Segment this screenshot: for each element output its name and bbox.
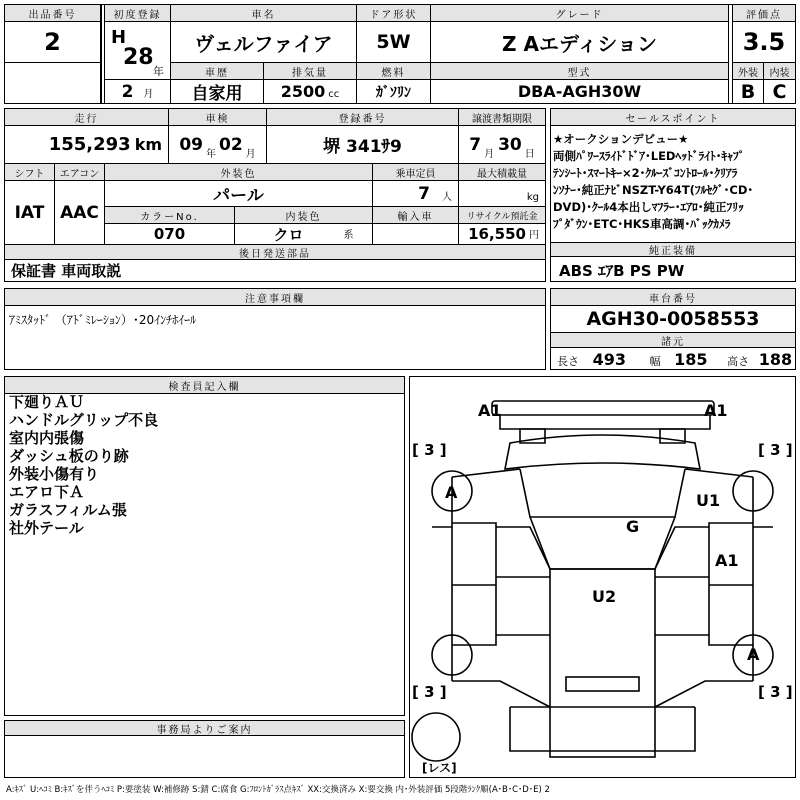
sales-point-line: ★オークションデビュー★ <box>553 132 689 146</box>
sales-point-label: セールスポイント <box>551 109 795 126</box>
legend: A:ｷｽﾞ U:ﾍｺﾐ B:ｷｽﾞを伴うﾍｺﾐ P:要塗装 W:補修跡 S:錆 C:腐食 G:ﾌﾛﾝﾄｶﾞﾗｽ点ｷｽﾞ XX:交換済み X:要交換 内･外装評価 5段階ﾗﾝｸ順(A･B･C･D･E) 2 <box>6 785 550 795</box>
ext-label: 外装 <box>733 63 764 80</box>
grade: Z Aエディション <box>431 22 729 63</box>
mileage-unit: km <box>134 135 162 154</box>
insp-month: 02 <box>219 134 243 155</box>
sales-point-box <box>550 108 796 282</box>
transfer-month: 7 <box>469 134 482 155</box>
color: パール <box>105 181 373 207</box>
inspector-notes <box>9 393 158 537</box>
load-cell <box>459 181 545 207</box>
import-cell <box>373 224 459 245</box>
mark-front-left: A1 <box>478 401 502 420</box>
notes-label: 注意事項欄 <box>5 289 545 306</box>
color-no: 070 <box>105 224 235 245</box>
transfer-day: 30 <box>498 134 522 155</box>
first-reg-label: 初度登録 <box>105 5 171 22</box>
door-label: ドア形状 <box>357 5 431 22</box>
int-color-cell <box>235 224 373 245</box>
ac: AAC <box>55 181 105 245</box>
sales-point-line: 両側ﾊﾟﾜｰｽﾗｲﾄﾞﾄﾞｱ･LEDﾍｯﾄﾞﾗｲﾄ･ｷｬﾌﾟ <box>553 149 745 163</box>
bracket-top-left: [ 3 ] <box>412 441 447 459</box>
chassis-number: AGH30-0058553 <box>551 306 795 333</box>
width-label: 幅 <box>649 355 661 368</box>
history-label: 車歴 <box>171 63 264 80</box>
ac-label: エアコン <box>55 164 105 181</box>
capacity-unit: 人 <box>442 192 452 203</box>
capacity-label: 乗車定員 <box>373 164 459 181</box>
transfer-day-unit: 日 <box>524 149 535 160</box>
height-label: 高さ <box>727 355 750 368</box>
lot-number: 2 <box>5 22 101 63</box>
color-label: 外装色 <box>105 164 373 181</box>
month: 2 <box>121 81 134 102</box>
reg-number: 堺 341ｻ9 <box>267 126 459 164</box>
chassis-label: 車台番号 <box>551 289 795 306</box>
inspector-note-line: 下廻りＡＵ <box>9 393 85 411</box>
options: ABS ｴｱB PS PW <box>559 262 685 280</box>
later-parts: 保証書 車両取説 <box>11 262 122 280</box>
inspector-label: 検査員記入欄 <box>5 377 404 394</box>
mark-front-right: A1 <box>704 401 728 420</box>
load-label: 最大積載量 <box>459 164 545 181</box>
first-reg-month <box>105 80 171 103</box>
recycle-label: リサイクル預託金 <box>459 207 545 224</box>
mark-wheel-fl: A <box>445 483 458 502</box>
inspector-note-line: ダッシュ板のり跡 <box>9 447 129 465</box>
bracket-top-right: [ 3 ] <box>758 441 793 459</box>
transfer-cell <box>459 126 545 164</box>
score-label: 評価点 <box>733 5 795 22</box>
mileage-label: 走行 <box>5 109 169 126</box>
displacement-cell <box>264 80 357 103</box>
sales-point-line: ﾌﾟﾀﾞｳﾝ･ETC･HKS車高調･ﾊﾞｯｸｶﾒﾗ <box>553 217 731 231</box>
year-unit: 年 <box>153 65 164 78</box>
fuel-label: 燃料 <box>357 63 431 80</box>
width: 185 <box>674 350 708 369</box>
notes-text: ｱﾐｽﾀｯﾄﾞ （ｱﾄﾞﾐﾚｰｼｮﾝ）･20ｲﾝﾁﾎｲｰﾙ <box>9 313 197 327</box>
int-color: クロ <box>273 225 304 244</box>
door: 5W <box>357 22 431 63</box>
sales-point-line: ﾝｿﾅｰ･純正ﾅﾋﾞNSZT-Y64T(ﾌﾙｾｸﾞ･CD･ <box>553 183 754 197</box>
mark-u1: U1 <box>696 491 721 510</box>
import-label: 輸入車 <box>373 207 459 224</box>
header-table <box>4 4 796 104</box>
model: DBA-AGH30W <box>431 80 729 103</box>
era: H <box>111 27 127 48</box>
inspector-note-line: 外装小傷有り <box>9 465 100 483</box>
month-unit: 月 <box>143 89 154 100</box>
lot-blank <box>5 63 101 103</box>
recycle-unit: 円 <box>529 230 539 241</box>
model-label: 型式 <box>431 63 729 80</box>
car-diagram <box>409 376 796 778</box>
transfer-label: 譲渡書類期限 <box>459 109 545 126</box>
insp-year: 09 <box>179 134 203 155</box>
color-no-label: カラーNo. <box>105 207 235 224</box>
displacement: 2500 <box>280 82 326 101</box>
options-label: 純正装備 <box>551 242 795 257</box>
transfer-month-unit: 月 <box>484 149 495 160</box>
height: 188 <box>758 350 793 369</box>
mark-u2: U2 <box>592 587 617 606</box>
length: 493 <box>592 350 626 369</box>
mileage-cell <box>5 126 169 164</box>
inspector-note-line: ハンドルグリップ不良 <box>9 411 159 429</box>
office-label: 事務局よりご案内 <box>5 721 404 736</box>
capacity: 7 <box>418 183 430 204</box>
insp-month-unit: 月 <box>245 149 256 160</box>
load-unit: kg <box>526 192 539 203</box>
grade-label: グレード <box>431 5 729 22</box>
mark-a1-side: A1 <box>715 551 739 570</box>
displacement-label: 排気量 <box>264 63 357 80</box>
score: 3.5 <box>733 22 795 63</box>
reg-label: 登録番号 <box>267 109 459 126</box>
inspector-note-line: 社外テール <box>9 519 84 537</box>
bracket-bottom-left: [ 3 ] <box>412 683 447 701</box>
mileage: 155,293 <box>48 134 131 155</box>
details-table <box>4 108 546 282</box>
capacity-cell <box>373 181 459 207</box>
history: 自家用 <box>171 80 264 103</box>
year: 28 <box>123 45 154 70</box>
chassis-box <box>550 288 796 370</box>
ext-grade: B <box>733 80 764 103</box>
fuel: ｶﾞｿﾘﾝ <box>357 80 431 103</box>
mark-wheel-rr: A <box>747 645 760 664</box>
int-label: 内装 <box>764 63 795 80</box>
car-outline <box>410 377 795 777</box>
inspector-box <box>4 376 405 716</box>
later-parts-label: 後日発送部品 <box>5 245 545 260</box>
insp-year-unit: 年 <box>206 149 216 160</box>
inspection-cell <box>169 126 267 164</box>
car-name: ヴェルファイア <box>171 22 357 63</box>
office-box <box>4 720 405 778</box>
length-label: 長さ <box>557 355 579 368</box>
inspector-note-line: 室内内張傷 <box>9 429 85 447</box>
shift: IAT <box>5 181 55 245</box>
dimensions-label: 諸元 <box>551 333 795 348</box>
sales-point-text <box>553 131 795 233</box>
displacement-unit: cc <box>328 89 340 100</box>
dimensions-row <box>557 350 792 369</box>
sales-point-line: DVD)･ｸｰﾙ4本出しﾏﾌﾗｰ･ｴｱﾛ･純正ﾌﾘｯ <box>553 200 744 214</box>
sales-point-line: ﾃﾝｼｰﾄ･ｽﾏｰﾄｷｰ×2･ｸﾙｰｽﾞｺﾝﾄﾛｰﾙ･ｸﾘｱﾗ <box>553 166 738 180</box>
int-color-unit: 系 <box>343 230 354 241</box>
inspector-note-line: エアロ下Ａ <box>9 483 85 501</box>
inspector-note-line: ガラスフィルム張 <box>9 501 127 519</box>
notes-box <box>4 288 546 370</box>
int-grade: C <box>772 80 787 103</box>
shift-label: シフト <box>5 164 55 181</box>
int-color-label: 内装色 <box>235 207 373 224</box>
inspection-label: 車検 <box>169 109 267 126</box>
bracket-bottom-right: [ 3 ] <box>758 683 793 701</box>
mark-g: G <box>626 517 640 536</box>
recycle: 16,550 <box>468 225 526 243</box>
mark-spare: [レス] <box>422 761 457 775</box>
lot-label: 出品番号 <box>5 5 101 22</box>
car-name-label: 車名 <box>171 5 357 22</box>
recycle-cell <box>459 224 545 245</box>
